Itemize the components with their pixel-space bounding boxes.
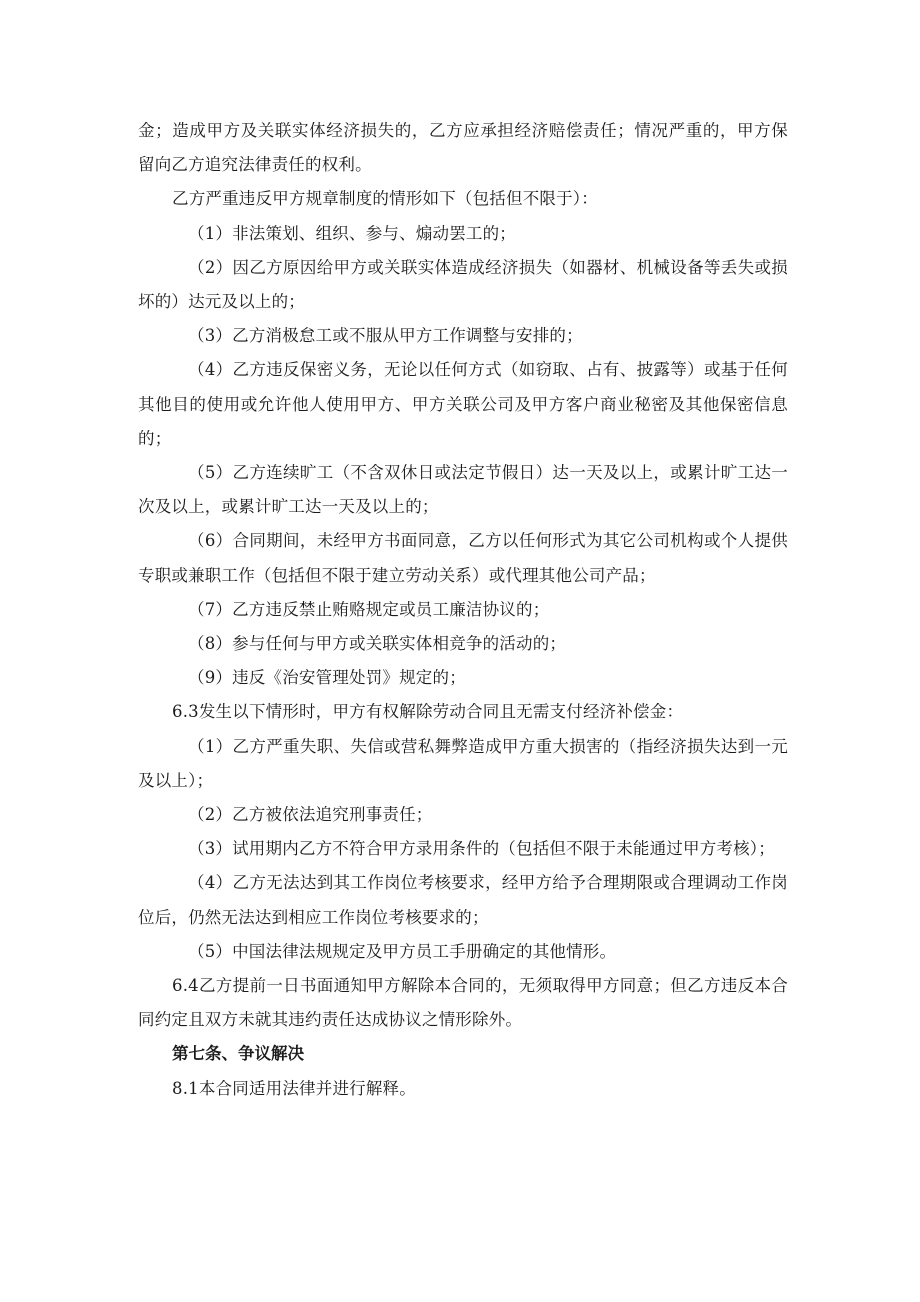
list-item: （1）乙方严重失职、失信或营私舞弊造成甲方重大损害的（指经济损失达到一元及以上）； — [138, 736, 788, 790]
clause-6-3: 6.3发生以下情形时，甲方有权解除劳动合同且无需支付经济补偿金： — [172, 702, 684, 722]
document-body — [138, 114, 788, 1106]
list-item: （4）乙方无法达到其工作岗位考核要求，经甲方给予合理期限或合理调动工作岗位后，仍然无法达到相应工作岗位考核要求的； — [138, 873, 788, 927]
list-item: （6）合同期间，未经甲方书面同意，乙方以任何形式为其它公司机构或个人提供专职或兼职工作（包括但不限于建立劳动关系）或代理其他公司产品； — [138, 531, 788, 585]
list-item: （2）乙方被依法追究刑事责任； — [188, 805, 433, 825]
list-item: （3）试用期内乙方不符合甲方录用条件的（包括但不限于未能通过甲方考核）； — [188, 839, 775, 859]
paragraph-continuation: 金；造成甲方及关联实体经济损失的，乙方应承担经济赔偿责任；情况严重的，甲方保留向乙方追究法律责任的权利。 — [138, 121, 788, 175]
list-item: （3）乙方消极怠工或不服从甲方工作调整与安排的； — [188, 326, 583, 346]
list-item: （5）乙方连续旷工（不含双休日或法定节假日）达一天及以上，或累计旷工达一次及以上，或累计旷工达一天及以上的； — [138, 463, 788, 517]
list-item: （5）中国法律法规规定及甲方员工手册确定的其他情形。 — [188, 941, 617, 961]
paragraph-violations-intro: 乙方严重违反甲方规章制度的情形如下（包括但不限于）： — [172, 189, 598, 209]
list-item: （1）非法策划、组织、参与、煽动罢工的； — [188, 223, 516, 243]
list-item: （2）因乙方原因给甲方或关联实体造成经济损失（如器材、机械设备等丢失或损坏的）达元及以上的； — [138, 257, 788, 312]
list-item: （8）参与任何与甲方或关联实体相竞争的活动的； — [188, 634, 567, 654]
section-heading-article-7: 第七条、争议解决 — [172, 1044, 304, 1064]
list-item: （4）乙方违反保密义务，无论以任何方式（如窃取、占有、披露等）或基于任何其他目的使用或允许他人使用甲方、甲方关联公司及甲方客户商业秘密及其他保密信息的； — [138, 360, 788, 448]
clause-8-1: 8.1本合同适用法律并进行解释。 — [172, 1078, 416, 1098]
clause-6-4: 6.4乙方提前一日书面通知甲方解除本合同的，无须取得甲方同意；但乙方违反本合同约定且双方未就其违约责任达成协议之情形除外。 — [138, 976, 788, 1030]
list-item: （7）乙方违反禁止贿赂规定或员工廉洁协议的； — [188, 599, 550, 619]
list-item: （9）违反《治安管理处罚》规定的； — [188, 668, 466, 688]
